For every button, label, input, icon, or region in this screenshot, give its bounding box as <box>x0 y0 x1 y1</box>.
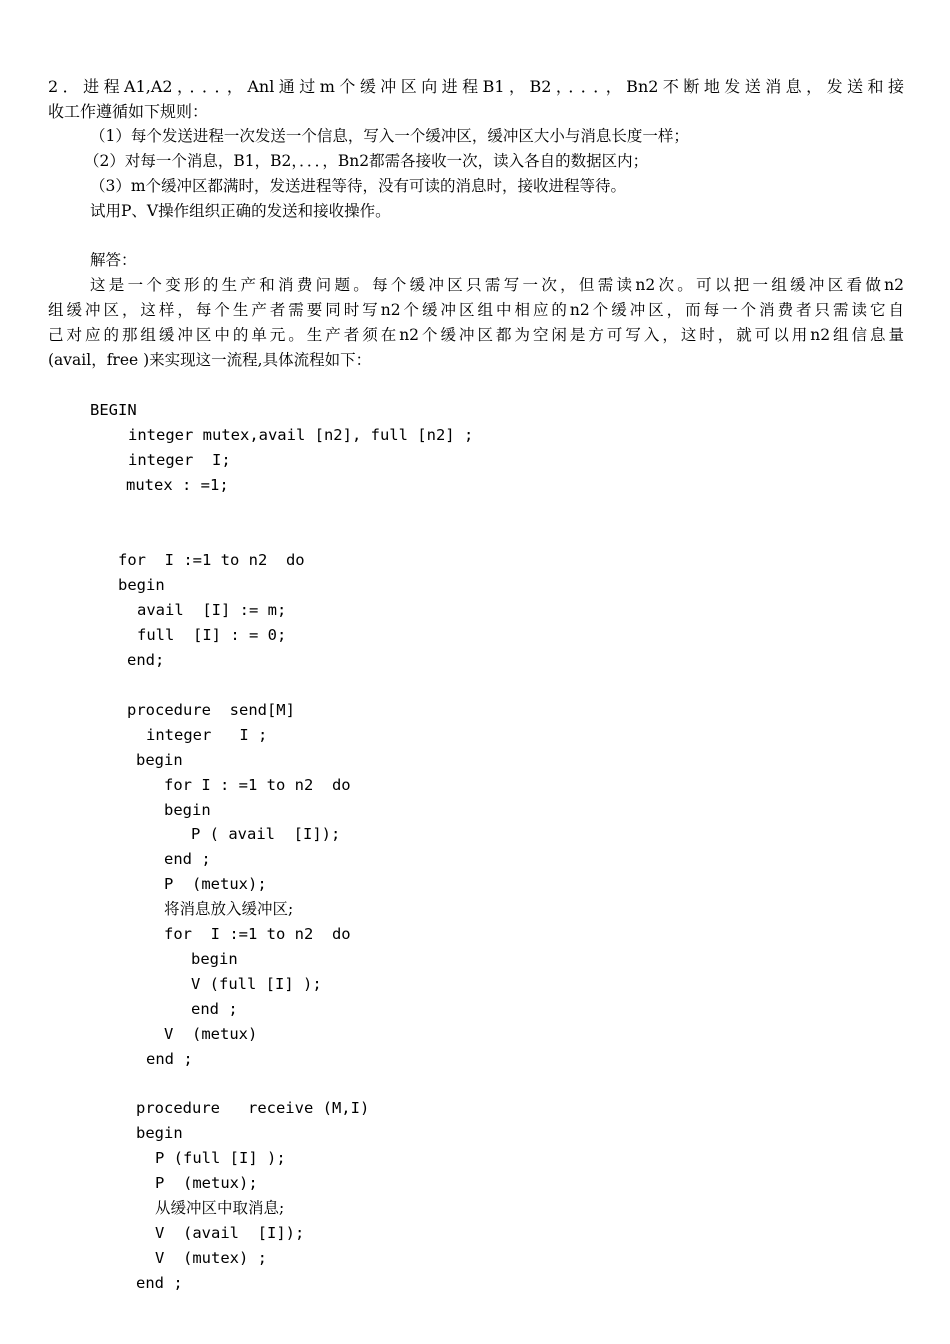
answer-line-3: 己对应的那组缓冲区中的单元。生产者须在n2个缓冲区都为空闲是方可写入，这时，就可以用n2组信息量 <box>48 326 904 344</box>
code-send-p-avail: P ( avail [I]); <box>191 825 341 843</box>
answer-line-1: 这是一个变形的生产和消费问题。每个缓冲区只需写一次，但需读n2次。可以把一组缓冲区看做n2 <box>90 276 904 294</box>
code-init-avail: avail [I] := m; <box>137 601 287 619</box>
code-init-for: for I :=1 to n2 do <box>118 551 305 569</box>
code-recv-header: procedure receive (M,I) <box>136 1099 370 1117</box>
code-init-end: end; <box>127 651 165 669</box>
code-init-begin: begin <box>118 576 165 594</box>
code-send-v-mutex: V (metux) <box>164 1025 258 1043</box>
code-send-header: procedure send[M] <box>127 701 295 719</box>
code-send-begin-2: begin <box>191 950 238 968</box>
code-recv-v-avail: V (avail [I]); <box>155 1224 305 1242</box>
rule-1: （1）每个发送进程一次发送一个信息，写入一个缓冲区，缓冲区大小与消息长度一样； <box>90 127 689 145</box>
code-send-end-1: end ; <box>164 850 211 868</box>
code-recv-begin: begin <box>136 1124 183 1142</box>
code-send-v-full: V (full [I] ); <box>191 975 322 993</box>
answer-heading: 解答： <box>90 251 137 269</box>
code-send-begin-1: begin <box>164 801 211 819</box>
code-send-end: end ; <box>146 1050 193 1068</box>
code-send-p-mutex: P (metux); <box>164 875 267 893</box>
rule-2: （2）对每一个消息，B1，B2，．．．，Bn2都需各接收一次，读入各自的数据区内； <box>84 152 649 170</box>
code-send-end-2: end ; <box>191 1000 238 1018</box>
code-decl-2: integer I; <box>128 451 231 469</box>
code-recv-take: 从缓冲区中取消息; <box>155 1199 285 1217</box>
code-recv-v-mutex: V (mutex) ; <box>155 1249 267 1267</box>
code-begin: BEGIN <box>90 401 137 419</box>
question-line-2: 收工作遵循如下规则： <box>48 102 209 121</box>
rule-3: （3）m个缓冲区都满时，发送进程等待，没有可读的消息时，接收进程等待。 <box>90 177 627 195</box>
code-recv-p-mutex: P (metux); <box>155 1174 258 1192</box>
answer-line-2: 组缓冲区，这样，每个生产者需要同时写n2个缓冲区组中相应的n2个缓冲区，而每一个消费者只需读它自 <box>48 301 904 319</box>
code-decl-3: mutex : =1; <box>126 476 229 494</box>
code-send-decl: integer I ; <box>146 726 268 744</box>
question-line-1: 2．进程A1,A2，．．．，Anl通过m个缓冲区向进程B1，B2，．．．，Bn2不断地发送消息，发送和接 <box>48 77 904 96</box>
code-send-for-1: for I : =1 to n2 do <box>164 776 351 794</box>
task-statement: 试用P、V操作组织正确的发送和接收操作。 <box>90 202 391 220</box>
code-recv-end: end ; <box>136 1274 183 1292</box>
code-init-full: full [I] : = 0; <box>137 626 287 644</box>
code-send-for-2: for I :=1 to n2 do <box>164 925 351 943</box>
code-send-put: 将消息放入缓冲区; <box>164 900 294 918</box>
answer-line-4: (avail，free )来实现这一流程,具体流程如下： <box>48 351 372 369</box>
code-decl-1: integer mutex,avail [n2], full [n2] ; <box>128 426 474 444</box>
code-send-begin: begin <box>136 751 183 769</box>
code-recv-p-full: P (full [I] ); <box>155 1149 286 1167</box>
